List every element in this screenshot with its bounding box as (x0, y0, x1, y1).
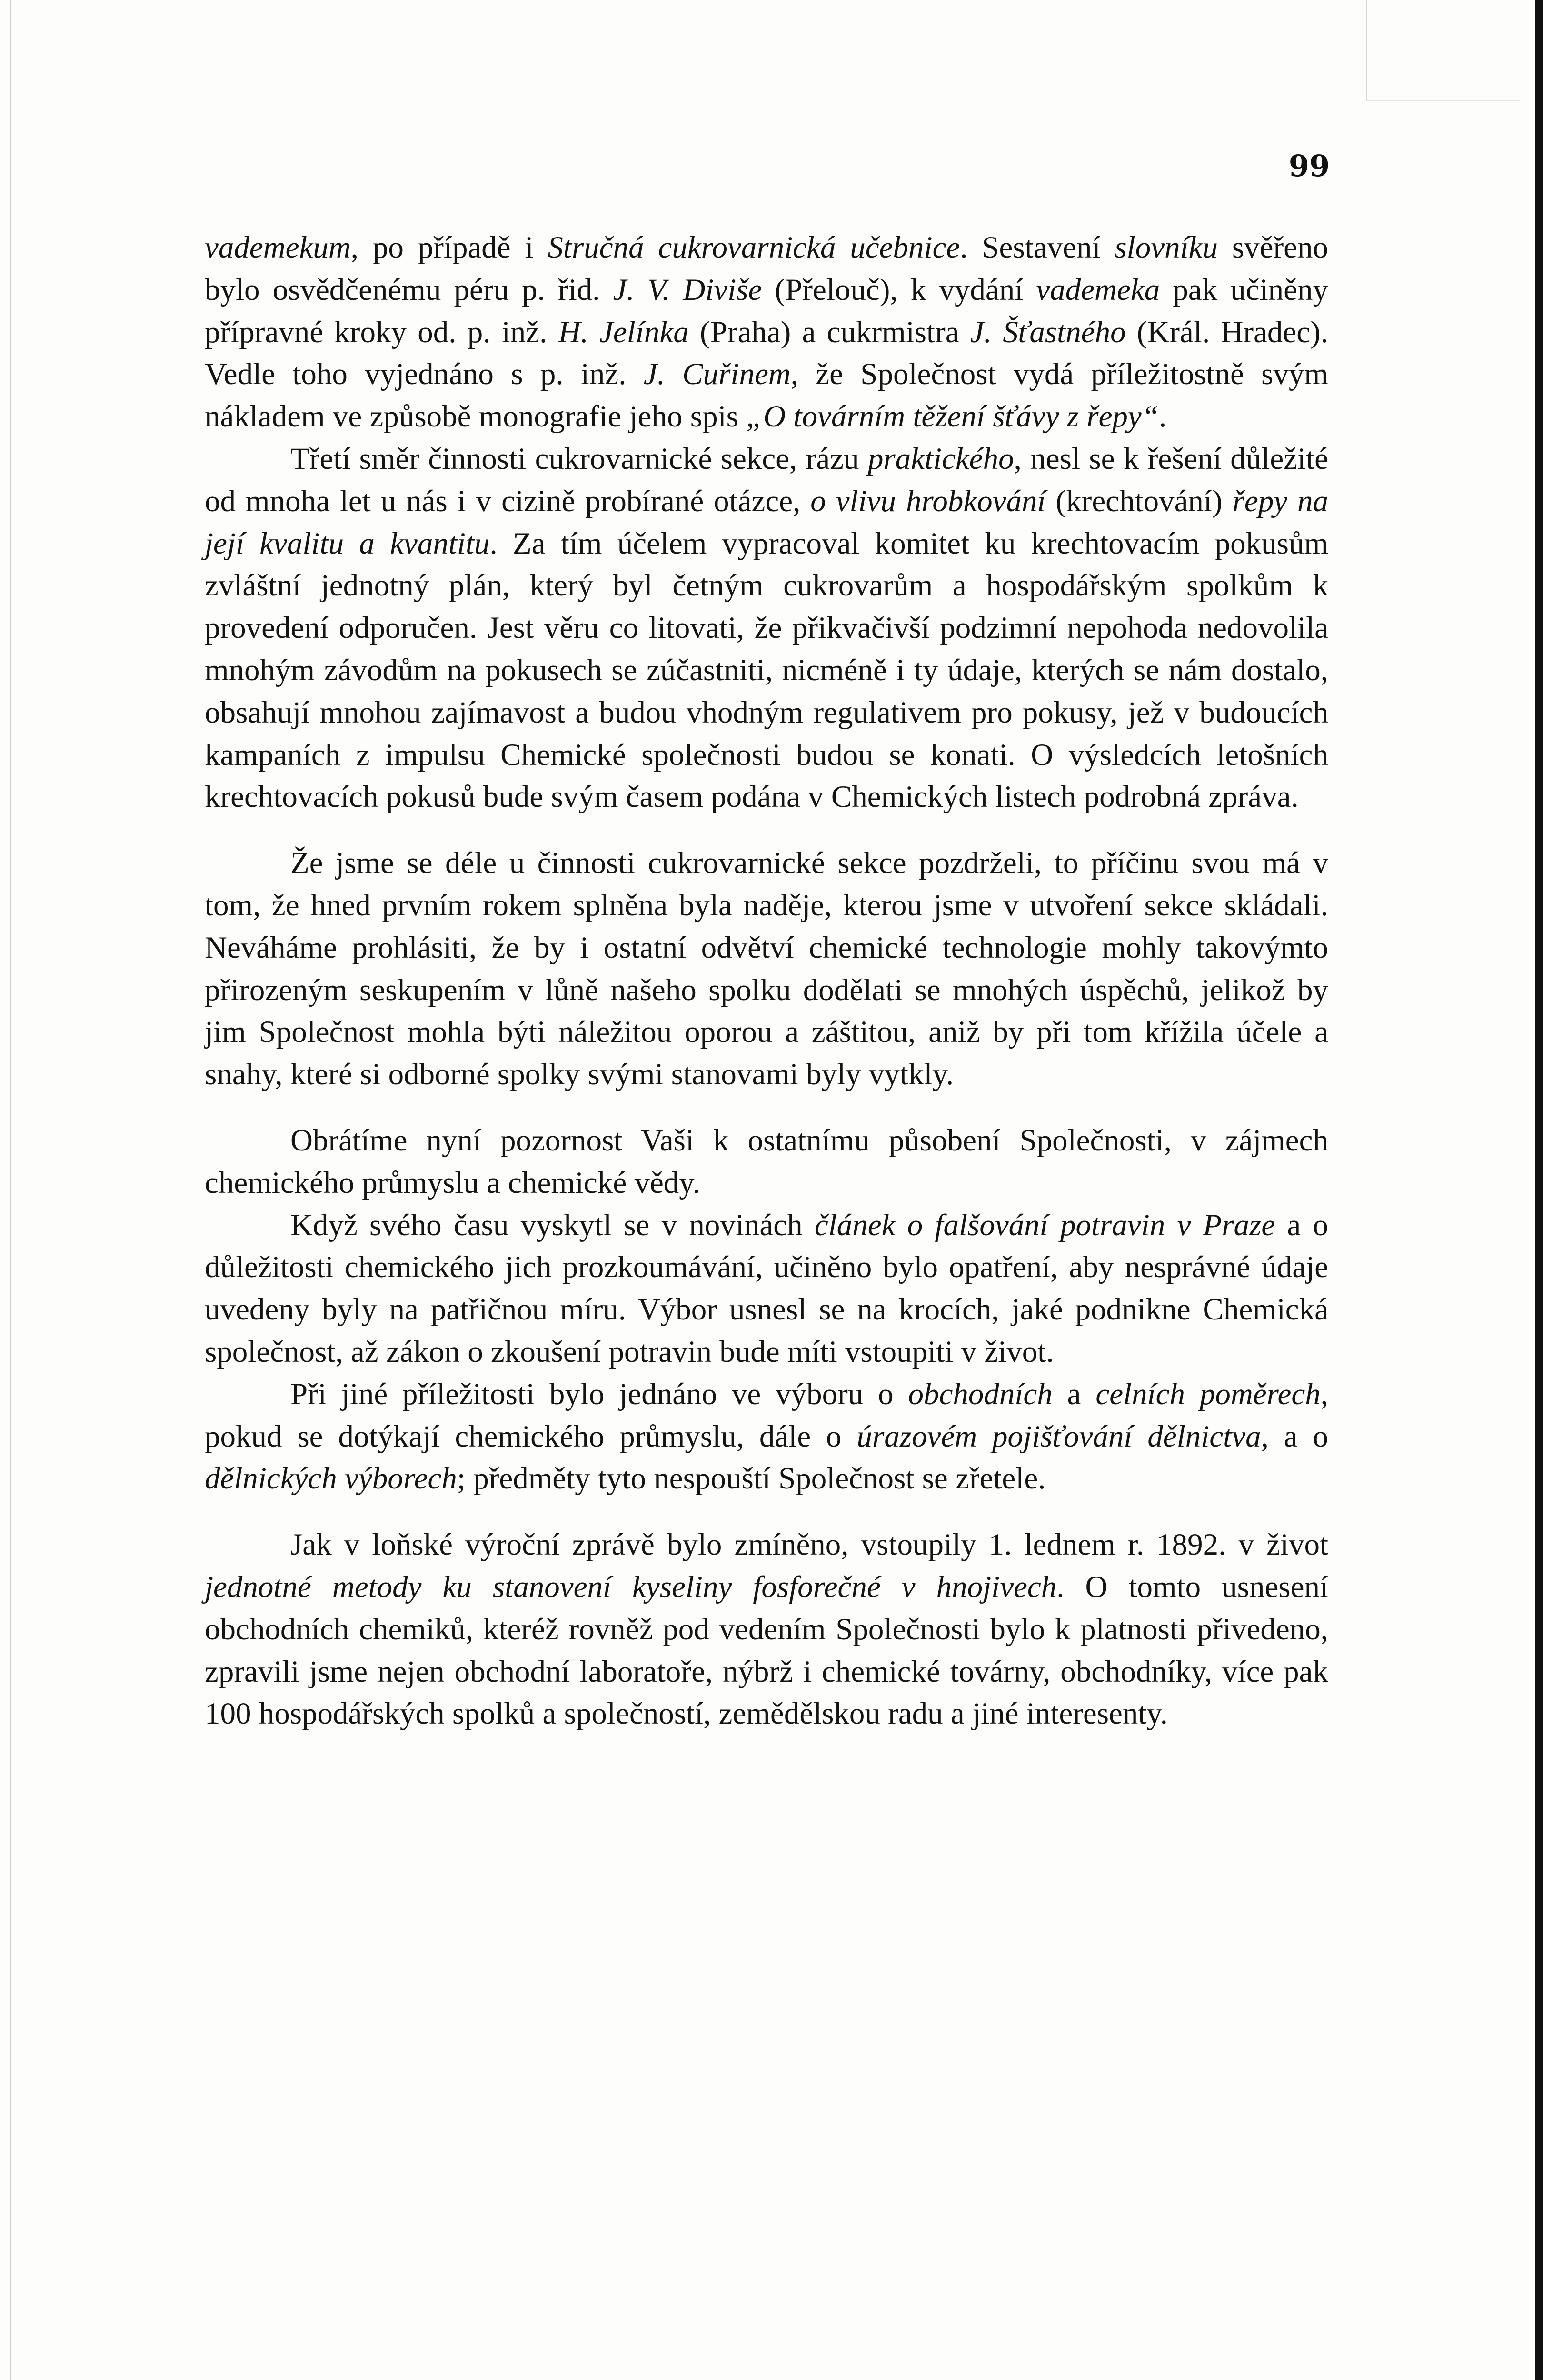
text-run: , a o (1261, 1419, 1329, 1454)
text-run: a (1052, 1377, 1096, 1411)
paragraph-3 (205, 842, 1328, 1096)
text-run: . Sestavení (960, 230, 1115, 265)
paragraph-4 (205, 1120, 1328, 1204)
text-run: . Za tím účelem vypracoval komitet ku krechtovacím pokusům zvláštní jednotný plán, který byl četným cukrovarům a hospodářským spolkům k provedení odporučen. Jest věru co litovati, že přikvačivší podzimní nepohoda nedovolila mnohým závodům na pokusech se zúčastniti, nicméně i ty údaje, kterých se nám dostalo, obsahují mnohou zajímavost a budou vhodným regulativem pro pokusy, jež v budoucích kampaních z impulsu Chemické společnosti budou se konati. O výsledcích letošních krechtovacích pokusů bude svým časem podána v Chemických listech podrobná zpráva. (205, 526, 1328, 814)
italic-run: celních poměrech (1095, 1377, 1321, 1411)
italic-run: H. Jelínka (558, 315, 689, 349)
italic-run: jednotné metody ku stanovení kyseliny fosforečné v hnojivech (205, 1569, 1057, 1604)
text-run: svěřeno bylo osvědčenému péru p. řid. (205, 230, 1328, 307)
text-run: pak učiněny přípravné kroky od. p. inž. (205, 272, 1329, 349)
italic-run: J. Cuřinem (643, 357, 791, 392)
italic-run: úrazovém pojišťování dělnictva (856, 1419, 1261, 1454)
italic-run: vademeka (1036, 272, 1160, 307)
paragraph-1 (205, 227, 1328, 438)
italic-run: praktického (867, 441, 1014, 476)
italic-run: obchodních (908, 1377, 1053, 1411)
page-number: 99 (1288, 149, 1330, 183)
italic-run: J. Šťastného (970, 315, 1126, 349)
text-run: Když svého času vyskytl se v novinách (290, 1208, 815, 1242)
body-text (205, 227, 1328, 1735)
text-run: (krechtování) (1045, 484, 1233, 518)
right-scan-edge (1535, 0, 1543, 2380)
italic-run: o vlivu hrobkování (810, 484, 1046, 518)
paragraph-7 (205, 1524, 1328, 1735)
text-run: , pokud se dotýkají chemického průmyslu, dále o (205, 1377, 1328, 1454)
text-run: (Praha) a cukrmistra (688, 315, 970, 349)
italic-run: J. V. Diviše (613, 272, 762, 307)
italic-run: vademekum (205, 230, 351, 265)
text-run: (Přelouč), k vydání (762, 272, 1036, 307)
text-run: , po případě i (350, 230, 548, 265)
italic-run: článek o falšování potravin v Praze (814, 1208, 1275, 1242)
italic-run: řepy na její kvalitu a kvantitu (205, 484, 1329, 561)
text-run: . (1158, 399, 1167, 434)
text-run: Obrátíme nyní pozornost Vaši k ostatnímu působení Společnosti, v zájmech chemického průmyslu a chemické vědy. (205, 1123, 1328, 1200)
scan-corner-mark (1366, 0, 1520, 101)
text-run: Že jsme se déle u činnosti cukrovarnické sekce pozdrželi, to příčinu svou má v tom, že hned prvním rokem splněna byla naděje, kterou jsme v utvoření sekce skládali. Neváháme prohlásiti, že by i ostatní odvětví chemické technologie mohly takovýmto přirozeným seskupením v lůně našeho spolku dodělati se mnohých úspěchů, jelikož by jim Společnost mohla býti náležitou oporou a záštitou, aniž by při tom křížila účele a snahy, které si odborné spolky svými stanovami byly vytkly. (205, 846, 1328, 1092)
italic-run: „O továrním těžení šťávy z řepy“ (746, 399, 1159, 434)
italic-run: dělnických výborech (205, 1461, 457, 1496)
text-run: . O tomto usnesení obchodních chemiků, kteréž rovněž pod vedením Společnosti bylo k platnosti přivedeno, zpravili jsme nejen obchodní laboratoře, nýbrž i chemické továrny, obchodníky, více pak 100 hospodářských spolků a společností, zemědělskou radu a jiné interesenty. (205, 1569, 1329, 1731)
text-run: (Král. Hradec). Vedle toho vyjednáno s p. inž. (205, 315, 1329, 392)
paragraph-5 (205, 1204, 1328, 1373)
italic-run: slovníku (1115, 230, 1218, 265)
left-scan-edge (10, 0, 11, 2380)
text-run: , nesl se k řešení důležité od mnoha let u nás i v cizině probírané otázce, (205, 441, 1328, 518)
paragraph-6 (205, 1373, 1328, 1500)
text-run: , že Společnost vydá příležitostně svým nákladem ve způsobě monografie jeho spis (205, 357, 1328, 434)
text-run: Jak v loňské výroční zprávě bylo zmíněno, vstoupily 1. lednem r. 1892. v život (290, 1527, 1328, 1562)
text-run: ; předměty tyto nespouští Společnost se zřetele. (457, 1461, 1046, 1496)
text-run: a o důležitosti chemického jich prozkoumávání, učiněno bylo opatření, aby nesprávné údaje uvedeny byly na patřičnou míru. Výbor usnesl se na krocích, jaké podnikne Chemická společnost, až zákon o zkoušení potravin bude míti vstoupiti v život. (205, 1208, 1328, 1369)
text-run: Při jiné příležitosti bylo jednáno ve výboru o (290, 1377, 908, 1411)
paragraph-2 (205, 438, 1328, 818)
text-run: Třetí směr činnosti cukrovarnické sekce, rázu (290, 441, 868, 476)
italic-run: Stručná cukrovarnická učebnice (548, 230, 960, 265)
